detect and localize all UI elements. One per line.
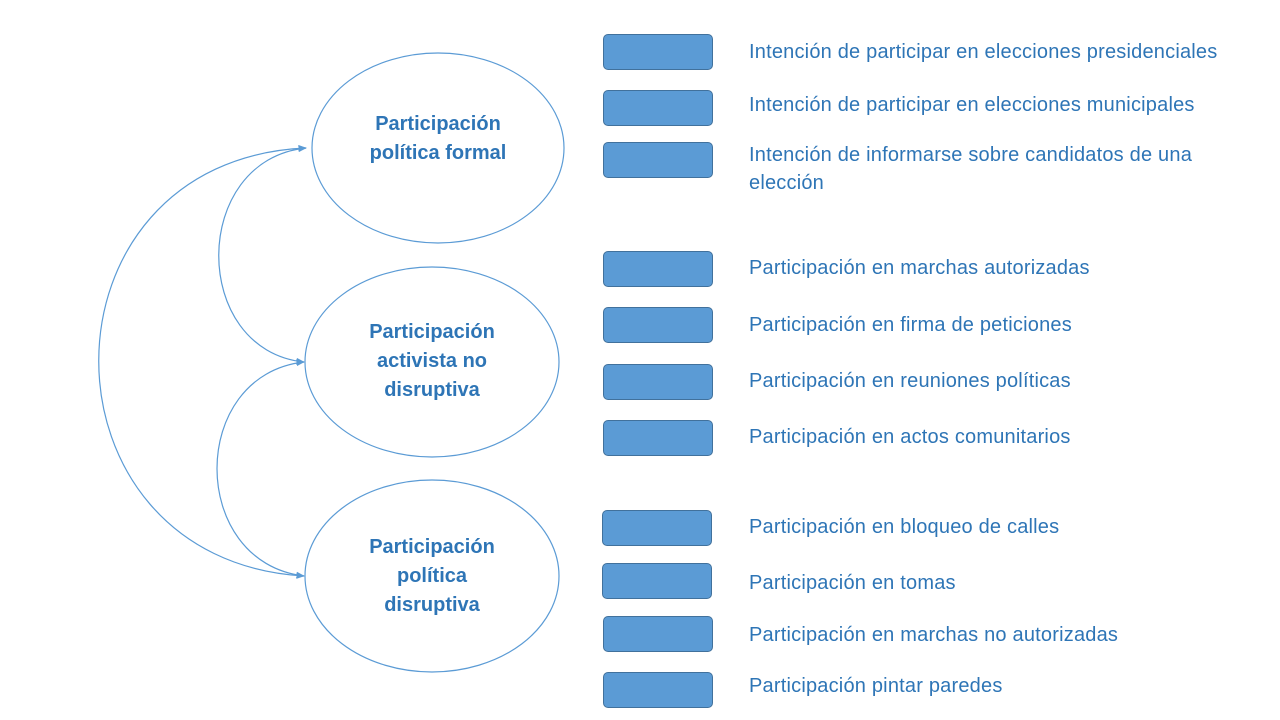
indicator-box [603, 34, 713, 70]
indicator-label: Participación en marchas autorizadas [749, 257, 1090, 279]
covariance-arc-formal-disruptiva [99, 148, 306, 576]
covariance-arc-activista-disruptiva [217, 362, 304, 576]
indicator-label: Participación en firma de peticiones [749, 314, 1072, 336]
indicator-box [603, 90, 713, 126]
latent-label-disruptiva: Participación política disruptiva [369, 536, 495, 616]
indicator-label: Intención de participar en elecciones municipales [749, 94, 1195, 116]
indicator-box [603, 142, 713, 178]
indicator-label: Participación en reuniones políticas [749, 370, 1071, 392]
latent-label-activista: Participación activista no disruptiva [369, 321, 495, 401]
indicator-box [602, 510, 712, 546]
indicator-box [603, 672, 713, 708]
indicator-box [603, 420, 713, 456]
latent-label-formal: Participación política formal [369, 113, 507, 164]
indicator-box [603, 251, 713, 287]
indicator-box [603, 307, 713, 343]
indicator-box [603, 364, 713, 400]
indicator-box [603, 616, 713, 652]
indicator-label: Participación pintar paredes [749, 675, 1003, 697]
indicator-label: Intención de informarse sobre candidatos de una elección [749, 144, 1193, 194]
covariance-arc-formal-activista [219, 148, 306, 362]
indicator-label: Participación en marchas no autorizadas [749, 624, 1119, 646]
indicator-label: Intención de participar en elecciones presidenciales [749, 41, 1218, 63]
indicator-label: Participación en actos comunitarios [749, 426, 1071, 448]
indicator-label: Participación en tomas [749, 572, 956, 594]
indicator-box [602, 563, 712, 599]
indicator-label: Participación en bloqueo de calles [749, 516, 1060, 538]
